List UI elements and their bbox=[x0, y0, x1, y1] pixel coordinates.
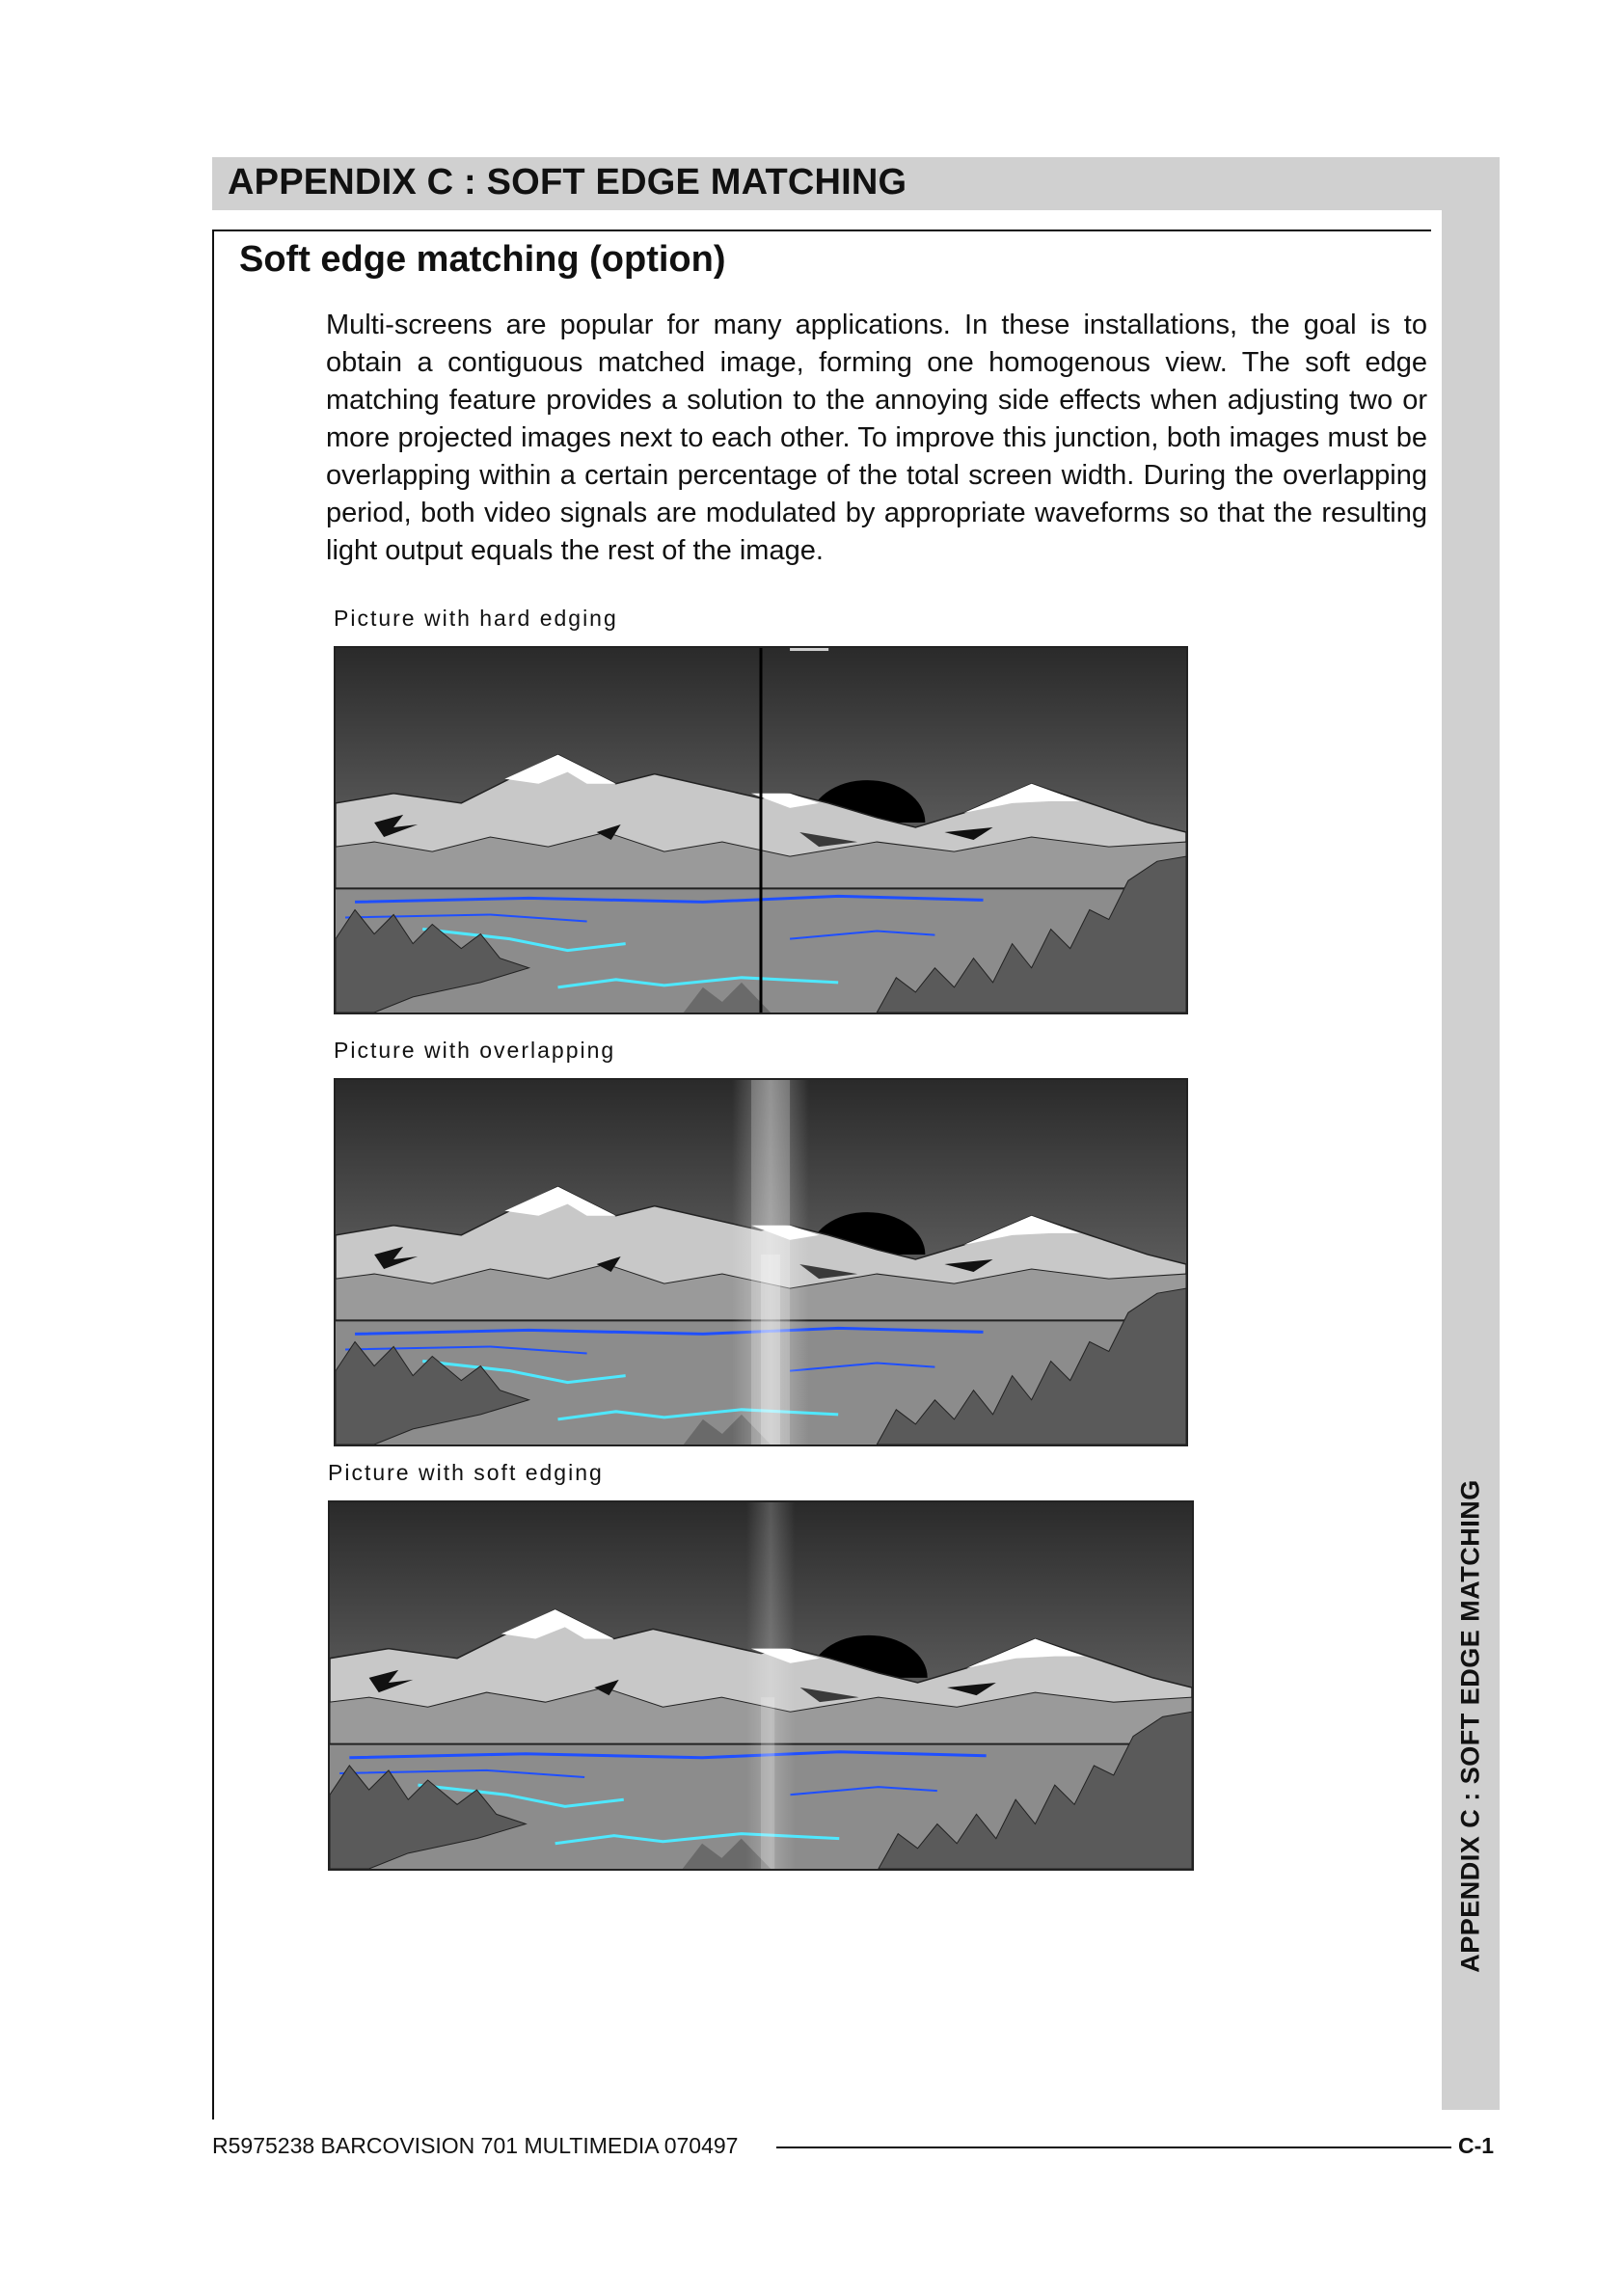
landscape-illustration-hard bbox=[336, 648, 1186, 1012]
section-title: Soft edge matching (option) bbox=[239, 239, 726, 280]
figure-caption-hard-edging: Picture with hard edging bbox=[334, 606, 618, 631]
page-number: C-1 bbox=[1458, 2133, 1495, 2158]
figure-hard-edging bbox=[334, 646, 1188, 1014]
side-tab-label: APPENDIX C : SOFT EDGE MATCHING bbox=[1455, 1479, 1485, 1973]
footer-rule bbox=[776, 2146, 1451, 2148]
landscape-illustration-soft bbox=[330, 1502, 1192, 1869]
figure-caption-soft-edging: Picture with soft edging bbox=[328, 1460, 604, 1485]
figure-overlapping bbox=[334, 1078, 1188, 1446]
body-paragraph: Multi-screens are popular for many applications. In these installations, the goal is to obtain a contiguous matched image, forming one homogenous view. The soft edge matching feature provides a solution to the annoying side effects when adjusting two or more projected images next to each other. To improve this junction, both images must be overlapping within a certain percentage of the total screen width. During the overlapping period, both video signals are modulated by appropriate waveforms so that the resulting light output equals the rest of the image. bbox=[326, 310, 1427, 566]
landscape-illustration-overlap bbox=[336, 1080, 1186, 1444]
left-margin-rule bbox=[212, 230, 214, 2120]
footer-doc-reference: R5975238 BARCOVISION 701 MULTIMEDIA 070497 bbox=[212, 2133, 739, 2158]
page-header-title: APPENDIX C : SOFT EDGE MATCHING bbox=[228, 162, 907, 202]
section-top-rule bbox=[212, 230, 1431, 231]
figure-caption-overlapping: Picture with overlapping bbox=[334, 1038, 616, 1063]
figure-soft-edging bbox=[328, 1500, 1194, 1871]
